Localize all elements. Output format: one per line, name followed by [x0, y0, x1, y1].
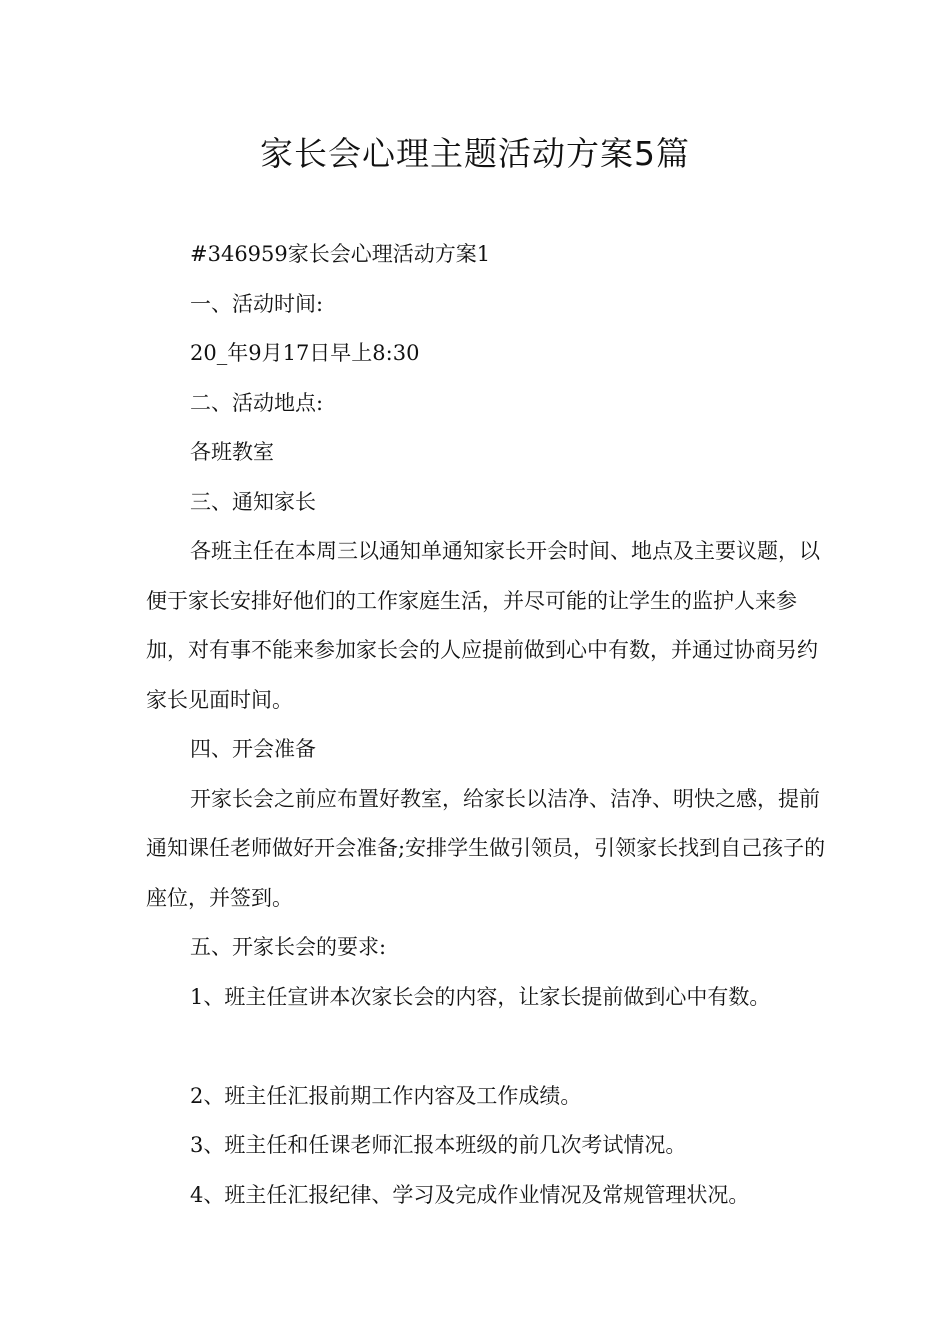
requirement-item-1: 1、班主任宣讲本次家长会的内容，让家长提前做到心中有数。 — [190, 984, 771, 1009]
plan-heading: #346959家长会心理活动方案1 — [190, 242, 491, 266]
blank-line — [146, 1022, 836, 1072]
activity-location-text: 各班教室 — [190, 440, 274, 464]
document-title: 家长会心理主题活动方案5篇 — [260, 134, 690, 173]
requirement-item-2: 2、班主任汇报前期工作内容及工作成绩。 — [190, 1083, 582, 1108]
section-heading-preparation: 四、开会准备 — [190, 737, 316, 761]
requirement-item-4: 4、班主任汇报纪律、学习及完成作业情况及常规管理状况。 — [190, 1182, 750, 1207]
section-heading-requirements: 五、开家长会的要求: — [190, 935, 387, 959]
document-body — [146, 230, 836, 1220]
notify-parents-paragraph: 各班主任在本周三以通知单通知家长开会时间、地点及主要议题，以便于家长安排好他们的工作家庭生活，并尽可能的让学生的监护人来参加，对有事不能来参加家长会的人应提前做到心中有数，并通过协商另约家长见面时间。 — [146, 539, 820, 712]
section-heading-time: 一、活动时间: — [190, 291, 324, 316]
preparation-paragraph: 开家长会之前应布置好教室，给家长以洁净、洁净、明快之感，提前通知课任老师做好开会准备;安排学生做引领员，引领家长找到自己孩子的座位，并签到。 — [146, 786, 826, 910]
requirement-item-3: 3、班主任和任课老师汇报本班级的前几次考试情况。 — [190, 1133, 687, 1157]
section-heading-location: 二、活动地点: — [190, 390, 324, 415]
section-heading-notify-parents: 三、通知家长 — [190, 489, 316, 514]
activity-time-text: 20_年9月17日早上8:30 — [190, 341, 420, 365]
